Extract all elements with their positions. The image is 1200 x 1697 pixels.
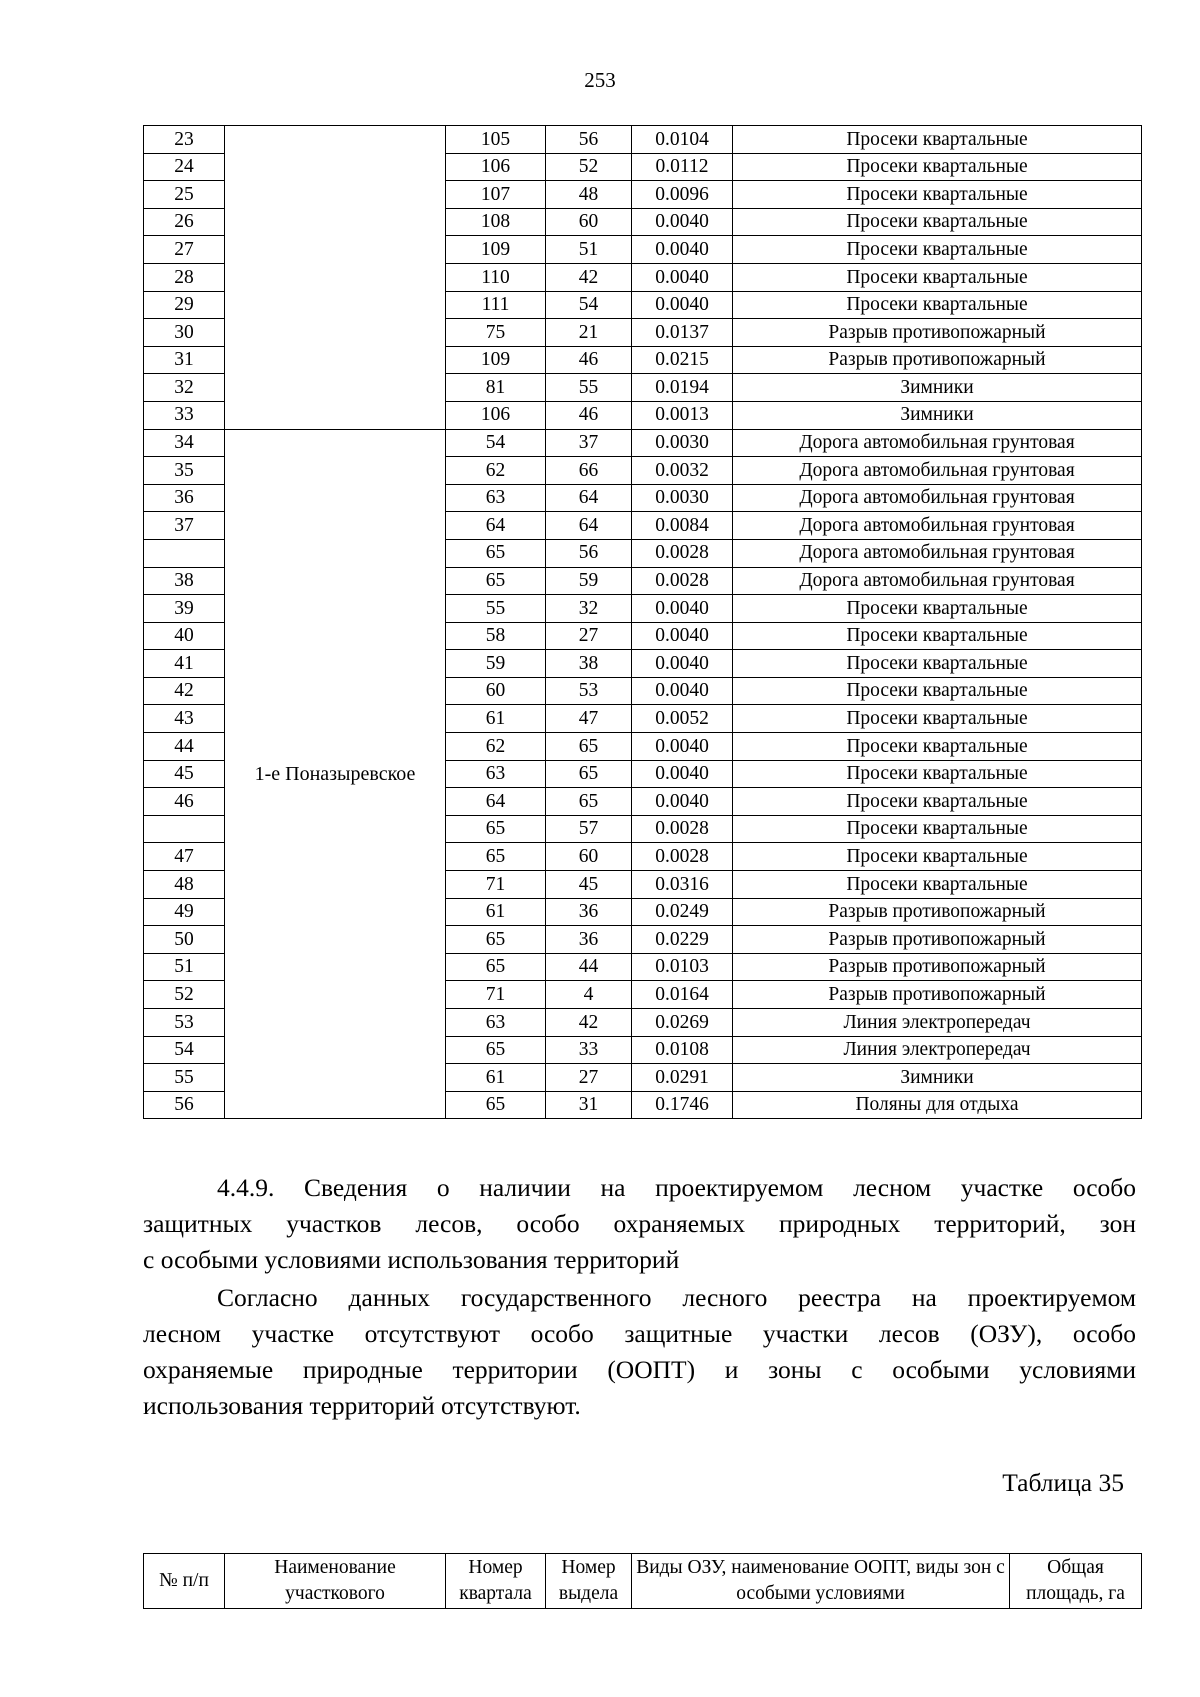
section-heading	[143, 1170, 1136, 1278]
table-35	[143, 1553, 1142, 1609]
vydel-number: 53	[546, 677, 632, 705]
area-value: 0.0249	[632, 898, 733, 926]
kvartal-number: 54	[446, 429, 546, 457]
object-type: Просеки квартальные	[733, 208, 1142, 236]
row-number: 26	[144, 208, 225, 236]
object-type: Просеки квартальные	[733, 126, 1142, 154]
vydel-number: 60	[546, 208, 632, 236]
kvartal-number: 61	[446, 898, 546, 926]
area-value: 0.0291	[632, 1064, 733, 1092]
row-number: 52	[144, 981, 225, 1009]
vydel-number: 42	[546, 1009, 632, 1037]
object-type: Разрыв противопожарный	[733, 346, 1142, 374]
body-line: лесном участке отсутствуют особо защитные участки лесов (ОЗУ), особо	[143, 1319, 1136, 1348]
vydel-number: 36	[546, 898, 632, 926]
row-number: 54	[144, 1036, 225, 1064]
row-number: 28	[144, 263, 225, 291]
forestry-name: 1-е Поназыревское	[225, 429, 446, 1119]
kvartal-number: 65	[446, 539, 546, 567]
area-value: 0.0194	[632, 374, 733, 402]
row-number: 55	[144, 1064, 225, 1092]
row-number: 56	[144, 1091, 225, 1119]
object-type: Дорога автомобильная грунтовая	[733, 512, 1142, 540]
area-value: 0.0028	[632, 539, 733, 567]
kvartal-number: 106	[446, 153, 546, 181]
row-number: 37	[144, 512, 225, 540]
kvartal-number: 109	[446, 346, 546, 374]
kvartal-number: 58	[446, 622, 546, 650]
vydel-number: 37	[546, 429, 632, 457]
object-type: Линия электропередач	[733, 1036, 1142, 1064]
object-type: Просеки квартальные	[733, 677, 1142, 705]
area-value: 0.0040	[632, 733, 733, 761]
area-value: 0.0040	[632, 788, 733, 816]
row-number: 51	[144, 953, 225, 981]
page-number: 253	[584, 68, 616, 92]
vydel-number: 21	[546, 319, 632, 347]
object-type: Разрыв противопожарный	[733, 898, 1142, 926]
object-type: Просеки квартальные	[733, 650, 1142, 678]
row-number: 39	[144, 595, 225, 623]
row-number: 23	[144, 126, 225, 154]
area-value: 0.0028	[632, 567, 733, 595]
object-type: Просеки квартальные	[733, 263, 1142, 291]
row-number: 36	[144, 484, 225, 512]
vydel-number: 65	[546, 733, 632, 761]
vydel-number: 54	[546, 291, 632, 319]
vydel-number: 38	[546, 650, 632, 678]
kvartal-number: 107	[446, 181, 546, 209]
kvartal-number: 106	[446, 401, 546, 429]
kvartal-number: 55	[446, 595, 546, 623]
area-value: 0.0040	[632, 208, 733, 236]
object-type: Просеки квартальные	[733, 843, 1142, 871]
vydel-number: 32	[546, 595, 632, 623]
row-number: 50	[144, 926, 225, 954]
area-value: 0.0030	[632, 484, 733, 512]
object-type: Просеки квартальные	[733, 788, 1142, 816]
header-types: Виды ОЗУ, наименование ООПТ, виды зон с особыми условиями	[632, 1554, 1010, 1609]
object-type: Дорога автомобильная грунтовая	[733, 484, 1142, 512]
object-type: Просеки квартальные	[733, 291, 1142, 319]
object-type: Дорога автомобильная грунтовая	[733, 539, 1142, 567]
vydel-number: 46	[546, 401, 632, 429]
row-number: 49	[144, 898, 225, 926]
body-line: охраняемые природные территории (ООПТ) и зоны с особыми условиями	[143, 1355, 1136, 1384]
kvartal-number: 111	[446, 291, 546, 319]
area-value: 0.0028	[632, 843, 733, 871]
kvartal-number: 61	[446, 1064, 546, 1092]
area-value: 0.0103	[632, 953, 733, 981]
kvartal-number: 62	[446, 457, 546, 485]
vydel-number: 48	[546, 181, 632, 209]
object-type: Просеки квартальные	[733, 733, 1142, 761]
vydel-number: 55	[546, 374, 632, 402]
object-type: Просеки квартальные	[733, 622, 1142, 650]
vydel-number: 56	[546, 539, 632, 567]
kvartal-number: 105	[446, 126, 546, 154]
kvartal-number: 63	[446, 760, 546, 788]
vydel-number: 47	[546, 705, 632, 733]
area-value: 0.0040	[632, 595, 733, 623]
kvartal-number: 63	[446, 484, 546, 512]
row-number	[144, 539, 225, 567]
area-value: 0.0028	[632, 815, 733, 843]
kvartal-number: 60	[446, 677, 546, 705]
area-value: 0.0215	[632, 346, 733, 374]
header-name: Наименование участкового	[225, 1554, 446, 1609]
kvartal-number: 63	[446, 1009, 546, 1037]
kvartal-number: 81	[446, 374, 546, 402]
object-type: Линия электропередач	[733, 1009, 1142, 1037]
area-value: 0.0040	[632, 263, 733, 291]
kvartal-number: 65	[446, 953, 546, 981]
vydel-number: 4	[546, 981, 632, 1009]
vydel-number: 57	[546, 815, 632, 843]
object-type: Просеки квартальные	[733, 705, 1142, 733]
header-vydel: Номер выдела	[546, 1554, 632, 1609]
object-type: Разрыв противопожарный	[733, 981, 1142, 1009]
kvartal-number: 59	[446, 650, 546, 678]
kvartal-number: 71	[446, 981, 546, 1009]
kvartal-number: 62	[446, 733, 546, 761]
vydel-number: 42	[546, 263, 632, 291]
vydel-number: 36	[546, 926, 632, 954]
object-type: Просеки квартальные	[733, 871, 1142, 899]
table-row	[144, 126, 1142, 154]
vydel-number: 33	[546, 1036, 632, 1064]
row-number: 35	[144, 457, 225, 485]
header-kvartal: Номер квартала	[446, 1554, 546, 1609]
kvartal-number: 65	[446, 567, 546, 595]
header-num: № п/п	[144, 1554, 225, 1609]
kvartal-number: 65	[446, 1091, 546, 1119]
kvartal-number: 65	[446, 843, 546, 871]
area-value: 0.0013	[632, 401, 733, 429]
row-number: 33	[144, 401, 225, 429]
area-value: 0.0164	[632, 981, 733, 1009]
kvartal-number: 108	[446, 208, 546, 236]
row-number: 31	[144, 346, 225, 374]
kvartal-number: 65	[446, 926, 546, 954]
row-number: 45	[144, 760, 225, 788]
area-value: 0.0229	[632, 926, 733, 954]
kvartal-number: 65	[446, 1036, 546, 1064]
vydel-number: 27	[546, 622, 632, 650]
vydel-number: 56	[546, 126, 632, 154]
object-type: Зимники	[733, 1064, 1142, 1092]
object-type: Просеки квартальные	[733, 760, 1142, 788]
body-line: Согласно данных государственного лесного реестра на проектируемом	[217, 1283, 1136, 1312]
heading-line: с особыми условиями использования территорий	[143, 1245, 680, 1274]
kvartal-number: 64	[446, 788, 546, 816]
table-row	[144, 429, 1142, 457]
area-value: 0.0269	[632, 1009, 733, 1037]
object-type: Просеки квартальные	[733, 815, 1142, 843]
object-type: Просеки квартальные	[733, 595, 1142, 623]
object-type: Просеки квартальные	[733, 236, 1142, 264]
object-type: Дорога автомобильная грунтовая	[733, 567, 1142, 595]
object-type: Дорога автомобильная грунтовая	[733, 457, 1142, 485]
row-number: 47	[144, 843, 225, 871]
area-value: 0.0052	[632, 705, 733, 733]
area-value: 0.0030	[632, 429, 733, 457]
row-number: 41	[144, 650, 225, 678]
row-number: 34	[144, 429, 225, 457]
vydel-number: 27	[546, 1064, 632, 1092]
body-line: использования территорий отсутствуют.	[143, 1391, 581, 1420]
vydel-number: 44	[546, 953, 632, 981]
row-number: 53	[144, 1009, 225, 1037]
object-type: Разрыв противопожарный	[733, 926, 1142, 954]
forest-plots-table	[143, 125, 1142, 1119]
vydel-number: 65	[546, 788, 632, 816]
heading-line: защитных участков лесов, особо охраняемых природных территорий, зон	[143, 1209, 1136, 1238]
object-type: Разрыв противопожарный	[733, 953, 1142, 981]
kvartal-number: 65	[446, 815, 546, 843]
area-value: 0.0040	[632, 291, 733, 319]
row-number: 29	[144, 291, 225, 319]
row-number: 24	[144, 153, 225, 181]
row-number: 40	[144, 622, 225, 650]
vydel-number: 46	[546, 346, 632, 374]
area-value: 0.0104	[632, 126, 733, 154]
vydel-number: 52	[546, 153, 632, 181]
object-type: Поляны для отдыха	[733, 1091, 1142, 1119]
area-value: 0.0040	[632, 650, 733, 678]
area-value: 0.0137	[632, 319, 733, 347]
vydel-number: 31	[546, 1091, 632, 1119]
area-value: 0.0032	[632, 457, 733, 485]
vydel-number: 66	[546, 457, 632, 485]
row-number: 38	[144, 567, 225, 595]
object-type: Просеки квартальные	[733, 181, 1142, 209]
vydel-number: 45	[546, 871, 632, 899]
area-value: 0.0316	[632, 871, 733, 899]
body-paragraph	[143, 1280, 1136, 1424]
kvartal-number: 110	[446, 263, 546, 291]
kvartal-number: 61	[446, 705, 546, 733]
object-type: Разрыв противопожарный	[733, 319, 1142, 347]
object-type: Зимники	[733, 401, 1142, 429]
area-value: 0.0040	[632, 236, 733, 264]
table-caption: Таблица 35	[1002, 1468, 1124, 1497]
row-number: 42	[144, 677, 225, 705]
vydel-number: 51	[546, 236, 632, 264]
vydel-number: 64	[546, 484, 632, 512]
row-number: 25	[144, 181, 225, 209]
row-number: 43	[144, 705, 225, 733]
row-number: 30	[144, 319, 225, 347]
vydel-number: 59	[546, 567, 632, 595]
vydel-number: 60	[546, 843, 632, 871]
vydel-number: 65	[546, 760, 632, 788]
area-value: 0.0040	[632, 760, 733, 788]
area-value: 0.0096	[632, 181, 733, 209]
row-number: 32	[144, 374, 225, 402]
area-value: 0.0040	[632, 622, 733, 650]
kvartal-number: 109	[446, 236, 546, 264]
row-number: 46	[144, 788, 225, 816]
area-value: 0.0108	[632, 1036, 733, 1064]
row-number: 48	[144, 871, 225, 899]
row-number: 27	[144, 236, 225, 264]
object-type: Зимники	[733, 374, 1142, 402]
header-area: Общая площадь, га	[1010, 1554, 1142, 1609]
kvartal-number: 64	[446, 512, 546, 540]
forestry-name	[225, 126, 446, 430]
row-number	[144, 815, 225, 843]
area-value: 0.0112	[632, 153, 733, 181]
heading-line: 4.4.9. Сведения о наличии на проектируемом лесном участке особо	[217, 1173, 1136, 1202]
kvartal-number: 71	[446, 871, 546, 899]
area-value: 0.0084	[632, 512, 733, 540]
area-value: 0.1746	[632, 1091, 733, 1119]
area-value: 0.0040	[632, 677, 733, 705]
table-header-row	[144, 1554, 1142, 1609]
object-type: Дорога автомобильная грунтовая	[733, 429, 1142, 457]
vydel-number: 64	[546, 512, 632, 540]
object-type: Просеки квартальные	[733, 153, 1142, 181]
row-number: 44	[144, 733, 225, 761]
kvartal-number: 75	[446, 319, 546, 347]
